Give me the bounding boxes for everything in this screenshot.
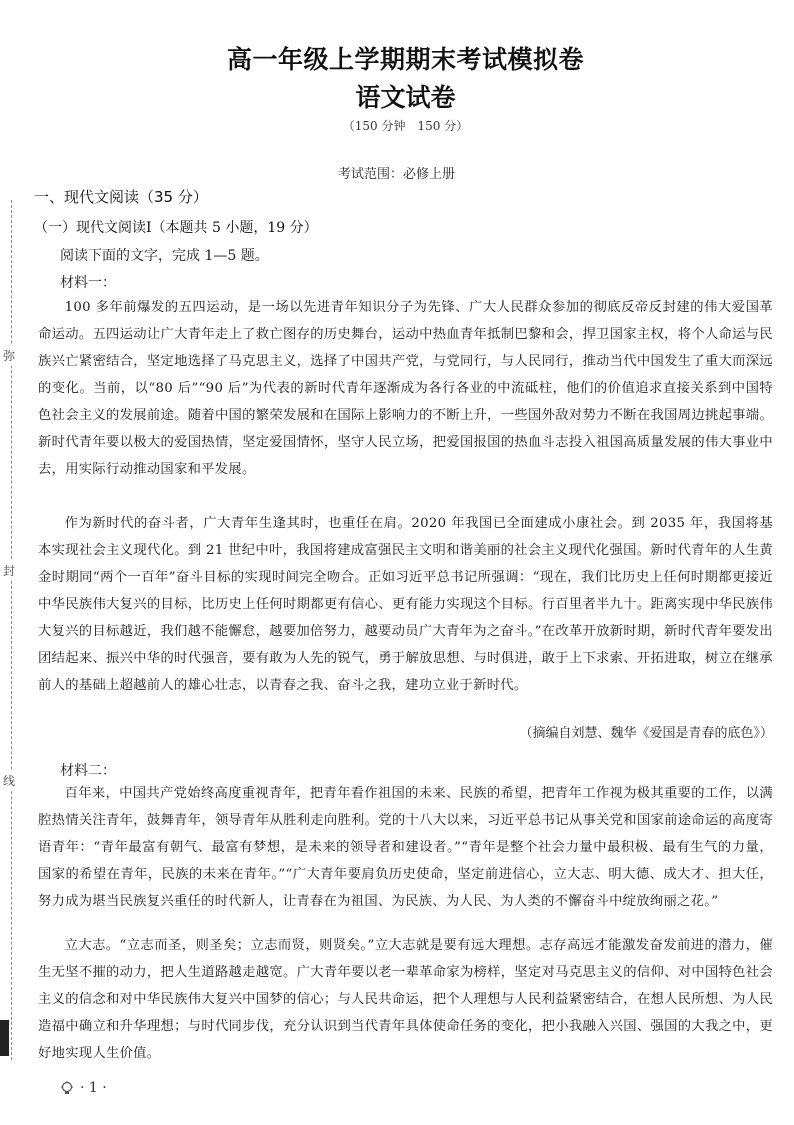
page-subtitle: 语文试卷: [355, 83, 456, 112]
material1-source: （摘编自刘慧、魏华《爱国是青春的底色》）: [519, 726, 773, 741]
material2-paragraph-2: 立大志。“立志而圣，则圣矣；立志而贤，则贤矣。”立大志就是要有远大理想。志存高远才能激发奋发前进的潜力，催生无坚不摧的动力，把人生道路越走越宽。广大青年要以老一辈革命家为榜样，坚定对马克思主义的信仰、对中国特色社会主义的信念和对中华民族伟大复兴中国梦的信心；与人民共命运，把个人理想与人民利益紧密结合，在想人民所想、为人民造福中确立和升华理想；与时代同步伐，充分认识到当代青年具体使命任务的变化，把小我融入兴国、强国的大我之中，更好地实现人生价值。: [38, 938, 773, 1061]
page-footer: [60, 1080, 107, 1096]
margin-char-feng: 封: [3, 560, 15, 581]
material1-paragraph-2: 作为新时代的奋斗者，广大青年生逢其时，也重任在肩。2020 年我国已全面建成小康社会。到 2035 年，我国将基本实现社会主义现代化。到 21 世纪中叶，我国将建成富强民主文明和谐美丽的社会主义现代化强国。新时代青年的人生黄金时期同“两个一百年”奋斗目标的实现时间完全吻合。正如习近平总书记所强调：“现在，我们比历史上任何时期都更接近中华民族伟大复兴的目标，比历史上任何时期都更有信心、更有能力实现这个目标。行百里者半九十。距离实现中华民族伟大复兴的目标越近，我们越不能懈怠，越要加倍努力，越要动员广大青年为之奋斗。”在改革开放新时期，新时代青年要发出团结起来、振兴中华的时代强音，要有敢为人先的锐气，勇于解放思想、与时俱进，敢于上下求索、开拓进取，树立在继承前人的基础上超越前人的雄心壮志，以青春之我、奋斗之我，建功立业于新时代。: [38, 516, 773, 693]
margin-mark: [0, 1020, 9, 1056]
margin-char-line: 线: [3, 770, 15, 791]
subsection-heading: （一）现代文阅读Ⅰ（本题共 5 小题，19 分）: [34, 220, 318, 236]
material2-label: 材料二：: [60, 763, 116, 779]
material1-label: 材料一：: [60, 275, 116, 291]
page-title: 高一年级上学期期末考试模拟卷: [226, 45, 584, 74]
page-number: · 1 ·: [80, 1080, 107, 1096]
binding-line: [11, 200, 12, 1060]
time-score: （150 分钟 150 分）: [342, 119, 469, 133]
material1-paragraph-1: 100 多年前爆发的五四运动，是一场以先进青年知识分子为先锋、广大人民群众参加的彻底反帝反封建的伟大爱国革命运动。五四运动让广大青年走上了救亡图存的历史舞台，运动中热血青年抵制巴黎和会，捍卫国家主权，将个人命运与民族兴亡紧密结合，坚定地选择了马克思主义，选择了中国共产党，与党同行，与人民同行，推动当代中国发生了重大而深远的变化。当前，以“80 后”“90 后”为代表的新时代青年逐渐成为各行各业的中流砥柱，他们的价值追求直接关系到中国特色社会主义的发展前途。随着中国的繁荣发展和在国际上影响力的不断上升，一些国外敌对势力不断在我国周边挑起事端。新时代青年要以极大的爱国热情，坚定爱国情怀，坚守人民立场，把爱国报国的热血斗志投入祖国高质量发展的伟大事业中去，用实际行动推动国家和平发展。: [38, 300, 773, 477]
margin-char-seal: 弥: [3, 345, 15, 366]
material2-paragraph-1: 百年来，中国共产党始终高度重视青年，把青年看作祖国的未来、民族的希望，把青年工作视为极其重要的工作，以满腔热情关注青年，鼓舞青年，领导青年从胜利走向胜利。党的十八大以来，习近平总书记从事关党和国家前途命运的高度寄语青年：“青年最富有朝气、最富有梦想，是未来的领导者和建设者。”“青年是整个社会力量中最积极、最有生气的力量，国家的希望在青年，民族的未来在青年。”“广大青年要肩负历史使命，坚定前进信心，立大志、明大德、成大才、担大任，努力成为堪当民族复兴重任的时代新人，让青春在为祖国、为民族、为人民、为人类的不懈奋斗中绽放绚丽之花。”: [38, 786, 773, 909]
section-heading: 一、现代文阅读（35 分）: [34, 188, 208, 206]
lightbulb-icon: [60, 1081, 74, 1095]
instruction: 阅读下面的文字，完成 1—5 题。: [60, 248, 269, 264]
exam-scope: 考试范围：必修上册: [338, 167, 456, 182]
